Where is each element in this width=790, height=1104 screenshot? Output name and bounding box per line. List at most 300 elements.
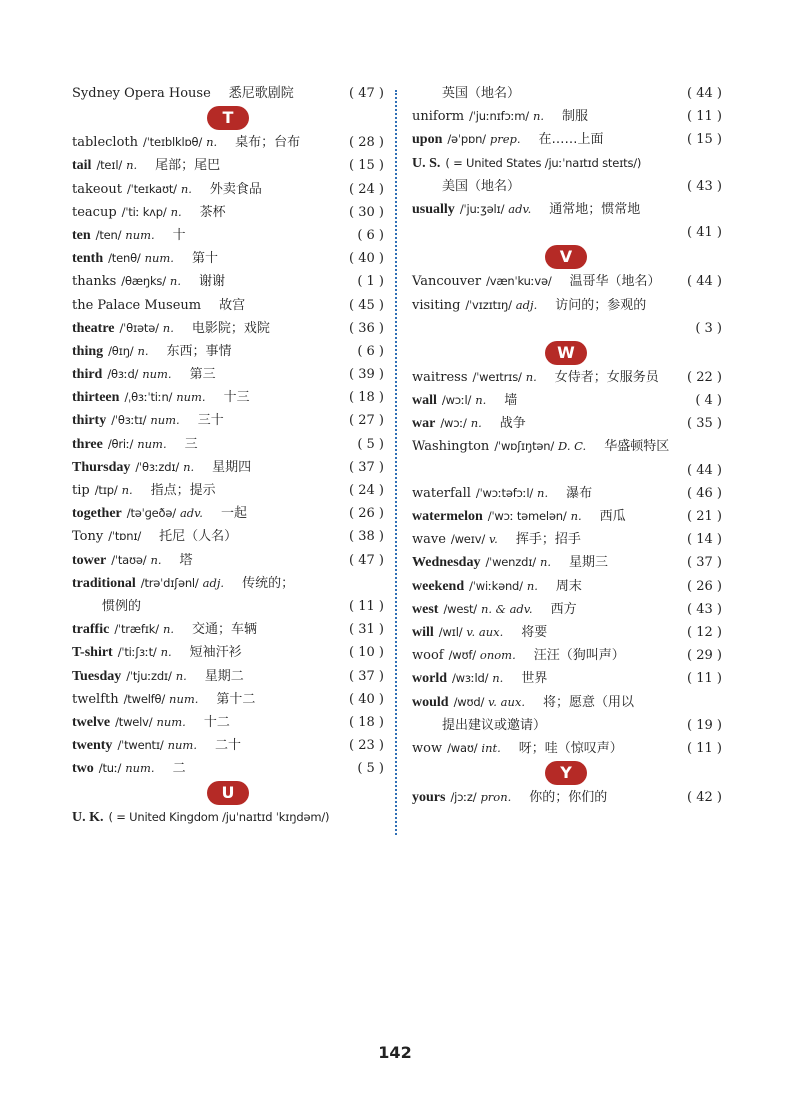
entry-word: U. S. <box>412 155 441 171</box>
entry-main-line <box>412 671 547 686</box>
entry-translation: 指点；提示 <box>150 483 216 498</box>
entry-part-of-speech: num. <box>169 691 199 706</box>
glossary-entry <box>72 456 384 479</box>
entry-page-ref: ( 43 ) <box>687 178 722 194</box>
glossary-entry <box>72 711 384 734</box>
entry-phonetic: /ˈtiːʃɜːt/ <box>117 645 157 660</box>
entry-main-line <box>72 135 300 150</box>
entry-main-line <box>72 182 262 197</box>
entry-page-continuation <box>412 221 722 244</box>
entry-word: together <box>72 506 122 522</box>
entry-phonetic: /ˈθɜːtɪ/ <box>111 413 147 428</box>
entry-main-line <box>72 715 230 730</box>
entry-phonetic: /ˈwenzdɪ/ <box>485 555 536 570</box>
entry-word: wow <box>412 740 443 756</box>
entry-phonetic: /vænˈkuːvə/ <box>486 274 552 289</box>
entry-part-of-speech: n. <box>492 671 504 686</box>
entry-word: Vancouver <box>412 274 482 290</box>
glossary-entry <box>72 618 384 641</box>
entry-translation: 故宫 <box>219 297 246 313</box>
entry-translation: 西瓜 <box>599 509 626 524</box>
entry-part-of-speech: num. <box>142 367 172 382</box>
entry-word: Sydney Opera House <box>72 86 211 101</box>
entry-phonetic: /ˈteɪkaʊt/ <box>126 181 177 196</box>
entry-word: traditional <box>72 575 136 591</box>
entry-word: two <box>72 761 94 777</box>
glossary-entry <box>72 363 384 386</box>
entry-translation: 墙 <box>504 393 518 409</box>
entry-word: uniform <box>412 109 465 125</box>
entry-part-of-speech: n. <box>475 393 487 408</box>
entry-translation: 茶杯 <box>199 204 226 220</box>
glossary-entry <box>72 224 384 247</box>
glossary-entry <box>72 154 384 177</box>
glossary-entry <box>72 201 384 224</box>
entry-part-of-speech: D. C. <box>558 439 587 454</box>
entry-translation: 十 <box>172 227 186 243</box>
entry-word: tower <box>72 552 107 568</box>
entry-translation: 女侍者；女服务员 <box>554 369 659 385</box>
entry-main-line <box>72 669 244 684</box>
entry-phonetic: /ˈwiːkənd/ <box>469 578 523 593</box>
glossary-entry <box>72 734 384 757</box>
entry-translation: 呀；哇（惊叹声） <box>518 740 623 756</box>
entry-part-of-speech: v. aux. <box>488 694 525 709</box>
entry-part-of-speech: n. <box>150 552 162 567</box>
entry-translation: 东西；事情 <box>166 343 232 359</box>
entry-part-of-speech: adj. <box>202 575 225 590</box>
entry-phonetic: /θriː/ <box>107 436 134 451</box>
entry-page-ref: ( 18 ) <box>349 390 384 406</box>
glossary-entry <box>72 757 384 780</box>
entry-main-line <box>412 602 577 617</box>
entry-part-of-speech: n. <box>525 369 537 384</box>
entry-page-ref: ( 15 ) <box>349 158 384 174</box>
entry-page-ref: ( 41 ) <box>687 225 722 241</box>
entry-phonetic: /ˈwɔː təmelən/ <box>487 509 567 523</box>
entry-main-line <box>72 506 247 521</box>
entry-translation: 战争 <box>499 416 526 432</box>
glossary-entry <box>72 525 384 548</box>
entry-page-ref: ( 27 ) <box>349 413 384 429</box>
entry-word: Thursday <box>72 459 131 475</box>
entry-main-line <box>412 625 547 640</box>
entry-translation: 二十 <box>214 738 241 754</box>
entry-main-line <box>412 691 676 714</box>
entry-part-of-speech: onom. <box>479 648 516 663</box>
entry-part-of-speech: n. <box>537 485 549 500</box>
entry-word: wave <box>412 532 446 548</box>
glossary-entry <box>72 247 384 270</box>
entry-page-continuation <box>412 459 722 482</box>
entry-word: tip <box>72 483 90 498</box>
glossary-entry <box>412 175 722 198</box>
entry-phonetic: /əˈpɒn/ <box>447 132 486 147</box>
glossary-entry <box>412 412 722 435</box>
entry-phonetic: /ˈtaʊə/ <box>111 552 147 567</box>
glossary-entry <box>412 435 722 458</box>
entry-word: woof <box>412 648 444 664</box>
entry-phonetic: /tenθ/ <box>108 251 141 266</box>
entry-part-of-speech: n. <box>532 109 545 124</box>
entry-main-line <box>412 109 588 124</box>
entry-translation: 西方 <box>550 601 577 617</box>
entry-translation: 世界 <box>521 671 548 687</box>
glossary-entry <box>412 294 722 317</box>
entry-word: the Palace Museum <box>72 297 202 313</box>
entry-page-ref: ( 21 ) <box>687 509 722 524</box>
entry-page-ref: ( 24 ) <box>349 181 384 197</box>
entry-translation: 挥手；招手 <box>515 532 581 548</box>
section-letter-badge: T <box>207 106 249 130</box>
entry-phonetic: /ˈtwentɪ/ <box>117 738 164 753</box>
entry-main-line <box>72 437 198 452</box>
entry-phonetic: /ˈteɪblklɒθ/ <box>143 135 203 150</box>
entry-part-of-speech: v. aux. <box>466 624 504 639</box>
glossary-entry <box>72 479 384 502</box>
entry-main-line <box>72 274 225 289</box>
entry-translation: 制服 <box>562 109 589 125</box>
entry-word: twelve <box>72 714 111 730</box>
section-letter-badge: Y <box>545 761 587 785</box>
entry-word: tablecloth <box>72 135 139 151</box>
entry-main-line <box>412 555 608 570</box>
glossary-entry <box>412 482 722 505</box>
entry-translation: 二 <box>172 761 186 777</box>
entry-main-line <box>412 202 640 217</box>
section-header-row <box>412 340 722 366</box>
entry-page-ref: ( 47 ) <box>349 552 384 568</box>
entry-main-line <box>72 529 237 544</box>
entry-phonetic: /ˈwɔːtəfɔːl/ <box>475 485 534 500</box>
entry-phonetic: /θɜːd/ <box>107 367 139 382</box>
entry-page-ref: ( 38 ) <box>349 529 384 545</box>
entry-translation: 三十 <box>197 413 224 429</box>
entry-part-of-speech: n. <box>137 343 149 358</box>
entry-page-ref: ( 11 ) <box>349 598 384 614</box>
entry-translation: 十二 <box>203 714 230 730</box>
entry-part-of-speech: prep. <box>489 132 521 147</box>
entry-translation: 访问的；参观的 <box>555 297 647 313</box>
entry-translation: 第三 <box>189 367 216 383</box>
entry-page-ref: ( 4 ) <box>695 393 722 409</box>
entry-translation: 外卖食品 <box>209 181 262 197</box>
glossary-entry <box>412 198 722 221</box>
entry-word: twenty <box>72 738 113 754</box>
glossary-entry <box>72 433 384 456</box>
entry-translation: 尾部；尾巴 <box>155 158 221 174</box>
entry-main-line <box>72 738 241 753</box>
entry-main-line <box>412 486 592 501</box>
glossary-entry <box>72 270 384 293</box>
entry-main-line <box>72 483 216 498</box>
entry-word: Washington <box>412 439 490 455</box>
entry-word: world <box>412 671 447 687</box>
entry-main-line <box>72 228 186 243</box>
entry-phonetic: /waʊ/ <box>447 740 478 755</box>
entry-part-of-speech: n. <box>160 645 172 660</box>
entry-main-line <box>72 645 242 660</box>
entry-part-of-speech: num. <box>156 714 186 729</box>
entry-part-of-speech: num. <box>176 390 206 405</box>
entry-word: thirty <box>72 413 107 429</box>
entry-phonetic: /ˈtjuːzdɪ/ <box>126 668 172 683</box>
entry-page-ref: ( 23 ) <box>349 738 384 754</box>
entry-part-of-speech: n. <box>183 459 195 474</box>
column-divider <box>395 90 397 835</box>
section-header-row <box>412 760 722 786</box>
entry-main-line <box>72 344 232 359</box>
glossary-entry <box>72 340 384 363</box>
entry-phonetic: /ˈjuːʒəlɪ/ <box>459 201 505 216</box>
entry-main-line <box>72 251 218 266</box>
entry-word: takeout <box>72 181 122 197</box>
entry-phonetic: /weɪv/ <box>450 532 486 547</box>
entry-word: wall <box>412 393 437 409</box>
entry-translation: 你的；你们的 <box>529 790 608 806</box>
entry-page-ref: ( 40 ) <box>349 691 384 707</box>
entry-page-ref: ( 19 ) <box>687 717 722 733</box>
entry-page-ref: ( 26 ) <box>687 578 722 594</box>
entry-main-line <box>412 579 582 594</box>
entry-main-line <box>412 416 526 431</box>
entry-translation: 星期二 <box>204 668 244 684</box>
entry-phonetic: /ˈvɪzɪtɪŋ/ <box>465 297 512 312</box>
entry-translation: 第十二 <box>216 691 256 707</box>
entry-part-of-speech: pron. <box>480 790 512 805</box>
entry-page-ref: ( 39 ) <box>349 367 384 383</box>
entry-part-of-speech: n. <box>162 622 174 637</box>
entry-part-of-speech: adv. <box>508 201 532 216</box>
entry-page-ref: ( 14 ) <box>687 532 722 548</box>
entry-main-line <box>412 393 517 408</box>
glossary-entry <box>412 551 722 574</box>
entry-word: weekend <box>412 578 465 594</box>
entry-page-ref: ( 44 ) <box>687 86 722 101</box>
entry-word: would <box>412 694 449 710</box>
entry-word: upon <box>412 132 443 148</box>
entry-main-line <box>72 205 226 220</box>
glossary-entry <box>72 641 384 664</box>
entry-page-ref: ( 40 ) <box>349 251 384 267</box>
entry-word: third <box>72 367 103 383</box>
glossary-entry <box>412 786 722 809</box>
entry-translation: 桌布；台布 <box>235 135 301 151</box>
entry-word: thirteen <box>72 390 120 406</box>
entry-part-of-speech: n. <box>470 416 482 431</box>
entry-translation-continued: 惯例的 <box>102 598 142 614</box>
entry-translation: 汪汪（狗叫声） <box>533 648 625 664</box>
entry-page-ref: ( 47 ) <box>349 86 384 101</box>
entry-main-line <box>412 298 646 313</box>
section-header-row <box>412 244 722 270</box>
glossary-entry <box>72 82 384 105</box>
entry-phonetic: /trəˈdɪʃənl/ <box>140 575 199 590</box>
entry-continuation-text: 美国（地名） <box>442 178 521 194</box>
entry-page-ref: ( 11 ) <box>687 740 722 756</box>
entry-page-ref: ( 22 ) <box>687 369 722 385</box>
entry-phonetic: /wɔːl/ <box>441 393 472 408</box>
glossary-entry <box>412 505 722 528</box>
entry-phonetic: /wɔː/ <box>440 416 467 431</box>
entry-page-ref: ( 11 ) <box>687 671 722 687</box>
glossary-entry <box>72 317 384 340</box>
entry-translation: 塔 <box>179 552 193 568</box>
entry-translation: 传统的； <box>242 575 295 591</box>
entry-phonetic: ( = United States /juːˈnaɪtɪd steɪts/) <box>445 155 642 170</box>
entry-translation: 谢谢 <box>198 274 225 290</box>
entry-phonetic: /təˈɡeðə/ <box>126 506 176 521</box>
entry-word: thanks <box>72 274 117 290</box>
glossary-entry <box>72 131 384 154</box>
entry-part-of-speech: n. <box>126 158 138 173</box>
glossary-entry <box>72 386 384 409</box>
glossary-entry <box>412 128 722 151</box>
entry-page-ref: ( 36 ) <box>349 320 384 336</box>
section-letter-badge: V <box>545 245 587 269</box>
entry-main-line <box>412 532 581 547</box>
entry-translation: 交通；车辆 <box>192 622 258 638</box>
entry-page-ref: ( 30 ) <box>349 204 384 220</box>
entry-main-line <box>412 648 625 663</box>
entry-word: Wednesday <box>412 555 481 571</box>
entry-translation: 星期四 <box>212 459 252 475</box>
entry-phonetic: /θæŋks/ <box>121 274 166 289</box>
entry-part-of-speech: num. <box>150 413 180 428</box>
entry-page-ref: ( 43 ) <box>687 601 722 617</box>
entry-page-ref: ( 24 ) <box>349 483 384 498</box>
entry-phonetic: /ˈjuːnɪfɔːm/ <box>469 109 529 124</box>
entry-word: ten <box>72 227 91 243</box>
entry-main-line <box>72 158 220 173</box>
glossary-entry <box>72 502 384 525</box>
glossary-entry <box>412 575 722 598</box>
entry-part-of-speech: n. <box>526 578 538 593</box>
entry-word: waterfall <box>412 485 471 501</box>
entry-main-line <box>72 622 257 637</box>
entry-word: visiting <box>412 297 461 313</box>
glossary-entry <box>72 294 384 317</box>
entry-page-ref: ( 44 ) <box>687 274 722 290</box>
entry-word: teacup <box>72 204 117 220</box>
entry-phonetic: /ˈtiː kʌp/ <box>121 204 167 219</box>
entry-phonetic: /ˈweɪtrɪs/ <box>472 369 522 384</box>
entry-phonetic: /ˈθɜːzdɪ/ <box>135 459 180 474</box>
entry-part-of-speech: n. & adv. <box>480 601 533 616</box>
entry-word: war <box>412 416 436 432</box>
entry-word: theatre <box>72 320 115 336</box>
entry-word: Tony <box>72 529 104 545</box>
entry-phonetic: /tɪp/ <box>94 483 118 497</box>
entry-word: thing <box>72 343 104 359</box>
entry-phonetic: /wɪl/ <box>438 624 463 639</box>
entry-translation: 三 <box>184 436 198 452</box>
glossary-entry <box>72 549 384 572</box>
entry-translation: 电影院；戏院 <box>191 320 270 336</box>
entry-main-line <box>412 741 623 756</box>
entry-translation: 悉尼歌剧院 <box>228 86 294 101</box>
glossary-entry <box>72 688 384 711</box>
entry-main-line <box>412 156 641 171</box>
page-number: 142 <box>378 1043 412 1062</box>
entry-word: will <box>412 624 434 640</box>
entry-translation: 周末 <box>555 578 582 594</box>
glossary-entry <box>72 178 384 201</box>
entry-word: tenth <box>72 251 104 267</box>
glossary-entry <box>412 270 722 293</box>
entry-part-of-speech: num. <box>125 761 155 776</box>
entry-main-line <box>72 413 224 428</box>
entry-page-ref: ( 28 ) <box>349 135 384 151</box>
glossary-entry <box>412 644 722 667</box>
entry-translation: 第十 <box>191 251 218 267</box>
entry-part-of-speech: num. <box>167 738 197 753</box>
entry-translation: 星期三 <box>569 555 609 571</box>
glossary-entry <box>412 105 722 128</box>
entry-phonetic: ( = United Kingdom /juˈnaɪtɪd ˈkɪŋdəm/) <box>108 810 330 825</box>
entry-part-of-speech: n. <box>169 274 181 289</box>
entry-main-line <box>72 460 251 475</box>
glossary-entry <box>412 152 722 175</box>
entry-page-ref: ( 15 ) <box>687 132 722 148</box>
glossary-entry <box>72 806 384 829</box>
entry-phonetic: /ˈtræfɪk/ <box>114 622 159 637</box>
right-column <box>412 82 722 809</box>
entry-page-ref: ( 37 ) <box>349 668 384 684</box>
entry-translation: 托尼（人名） <box>159 529 238 545</box>
entry-phonetic: /ˈθɪətə/ <box>119 320 159 335</box>
glossary-entry <box>412 598 722 621</box>
glossary-entry <box>412 691 722 737</box>
entry-page-ref: ( 31 ) <box>349 622 384 638</box>
entry-phonetic: /ˈwɒʃɪŋtən/ <box>494 439 555 454</box>
glossary-entry <box>72 572 384 618</box>
entry-word: waitress <box>412 369 468 385</box>
entry-main-line <box>72 367 216 382</box>
entry-phonetic: /jɔːz/ <box>450 790 477 805</box>
entry-main-line <box>72 692 255 707</box>
entry-page-ref: ( 5 ) <box>357 761 384 777</box>
entry-main-line <box>72 86 294 101</box>
entry-translation: 一起 <box>220 506 247 522</box>
entry-translation: 瀑布 <box>566 485 593 501</box>
entry-part-of-speech: num. <box>137 436 167 451</box>
section-header-row <box>72 105 384 131</box>
entry-translation: 将要 <box>521 624 548 640</box>
entry-main-line <box>72 572 338 595</box>
entry-phonetic: /ˈtɒnɪ/ <box>108 529 142 544</box>
glossary-entry <box>412 667 722 690</box>
entry-part-of-speech: n. <box>170 204 182 219</box>
entry-page-ref: ( 26 ) <box>349 506 384 522</box>
entry-part-of-speech: n. <box>121 483 133 497</box>
entry-word: traffic <box>72 622 110 638</box>
entry-part-of-speech: n. <box>180 181 192 196</box>
entry-word: watermelon <box>412 509 483 524</box>
entry-main-line <box>412 439 669 454</box>
entry-part-of-speech: n. <box>162 320 174 335</box>
entry-word: Tuesday <box>72 668 122 684</box>
entry-part-of-speech: v. <box>489 532 498 547</box>
entry-word: yours <box>412 790 446 806</box>
entry-page-ref: ( 44 ) <box>687 462 722 478</box>
entry-phonetic: /twelfθ/ <box>123 691 166 706</box>
entry-part-of-speech: num. <box>144 251 174 266</box>
entry-main-line <box>412 274 661 289</box>
entry-translation: 将；愿意（用以 <box>543 694 635 710</box>
entry-part-of-speech: n. <box>570 509 582 523</box>
glossary-entry <box>72 409 384 432</box>
